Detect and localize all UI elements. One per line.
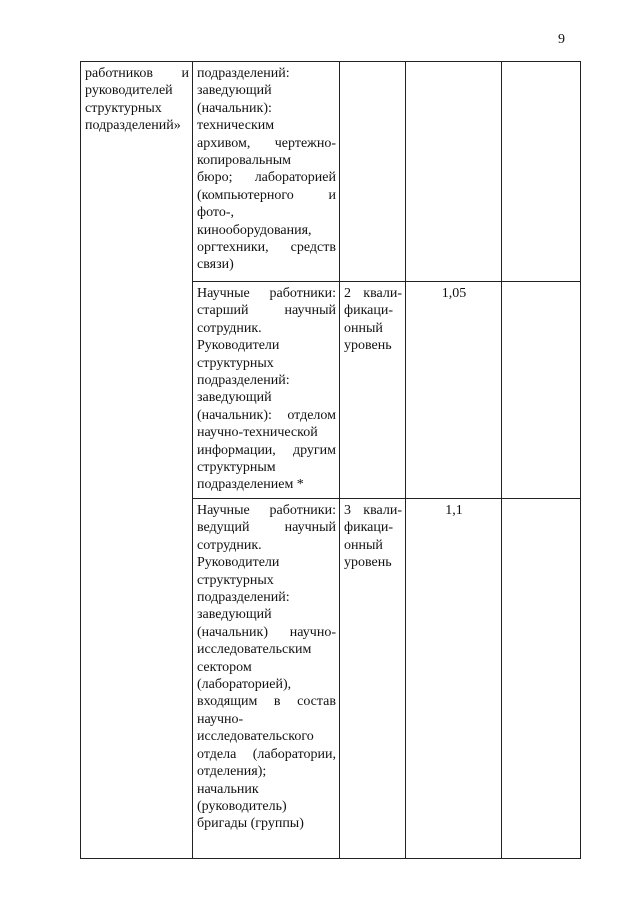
text-line: (руководитель) <box>197 798 287 814</box>
text-line: связи) <box>197 257 234 273</box>
text-line: техническим <box>197 118 275 134</box>
text-line: отдела (лаборатории, <box>197 746 336 762</box>
text-line: подразделением * <box>197 477 304 493</box>
text-line: структурных <box>197 355 274 371</box>
text-line: фото-, <box>197 205 234 221</box>
text-line: сотрудник. <box>197 320 262 336</box>
page-number: 9 <box>558 32 565 47</box>
description-cell <box>193 499 340 859</box>
text-line: подразделений: <box>197 66 290 81</box>
text-line: уровень <box>344 338 392 354</box>
text-line: заведующий <box>197 390 272 406</box>
text-line: исследовательского <box>197 729 314 745</box>
level-cell <box>340 282 406 499</box>
text-line: Научные работники: <box>197 503 336 518</box>
coefficient-cell <box>406 282 502 499</box>
description-cell <box>193 62 340 282</box>
text-line: кинооборудования, <box>197 222 312 238</box>
description-text <box>197 65 336 274</box>
text-line: 2 квали- <box>344 286 402 301</box>
group-name-cell <box>81 62 193 859</box>
table-row <box>81 62 581 282</box>
text-line: сектором <box>197 659 252 675</box>
extra-cell <box>502 282 581 499</box>
extra-cell <box>502 62 581 282</box>
level-cell <box>340 499 406 859</box>
text-line: (начальник): отделом <box>197 407 336 423</box>
text-line: фикаци- <box>344 520 394 536</box>
text-line: архивом, чертежно- <box>197 135 336 151</box>
description-cell <box>193 282 340 499</box>
level-text <box>344 502 402 572</box>
text-line: начальник <box>197 781 259 797</box>
text-line: заведующий <box>197 83 272 99</box>
description-text <box>197 502 336 833</box>
text-line: научно-технической <box>197 425 318 441</box>
text-line: структурных <box>85 100 162 116</box>
text-line: подразделений: <box>197 590 290 606</box>
text-line: уровень <box>344 555 392 571</box>
text-line: ведущий научный <box>197 520 336 536</box>
text-line: копировальным <box>197 153 291 169</box>
text-line: структурных <box>197 572 274 588</box>
coefficient-cell <box>406 62 502 282</box>
text-line: сотрудник. <box>197 537 262 553</box>
text-line: оргтехники, средств <box>197 240 336 256</box>
text-line: старший научный <box>197 303 336 319</box>
level-cell <box>340 62 406 282</box>
coefficient-cell <box>406 499 502 859</box>
coefficient-value: 1,05 <box>441 286 467 301</box>
text-line: работников и <box>85 66 189 81</box>
text-line: руководителей <box>85 83 173 99</box>
level-text <box>344 285 402 355</box>
group-name-text <box>85 65 189 135</box>
text-line: научно- <box>197 711 244 727</box>
coefficient-value: 1,1 <box>445 503 463 518</box>
text-line: подразделений» <box>85 118 181 134</box>
text-line: входящим в состав <box>197 694 336 710</box>
description-text <box>197 285 336 494</box>
text-line: Научные работники: <box>197 286 336 301</box>
text-line: (начальник) научно- <box>197 624 336 640</box>
text-line: фикаци- <box>344 303 394 319</box>
text-line: 3 квали- <box>344 503 402 518</box>
text-line: Руководители <box>197 338 280 354</box>
text-line: бюро; лабораторией <box>197 170 336 186</box>
text-line: отделения); <box>197 764 267 780</box>
text-line: Руководители <box>197 555 280 571</box>
qualification-table <box>80 61 581 859</box>
text-line: исследовательским <box>197 642 312 658</box>
text-line: заведующий <box>197 607 272 623</box>
text-line: бригады (группы) <box>197 816 304 832</box>
text-line: подразделений: <box>197 373 290 389</box>
text-line: (начальник): <box>197 100 272 116</box>
text-line: (лабораторией), <box>197 677 292 693</box>
text-line: онный <box>344 320 383 336</box>
text-line: (компьютерного и <box>197 187 336 203</box>
text-line: онный <box>344 537 383 553</box>
text-line: структурным <box>197 460 276 476</box>
text-line: информации, другим <box>197 442 336 458</box>
extra-cell <box>502 499 581 859</box>
